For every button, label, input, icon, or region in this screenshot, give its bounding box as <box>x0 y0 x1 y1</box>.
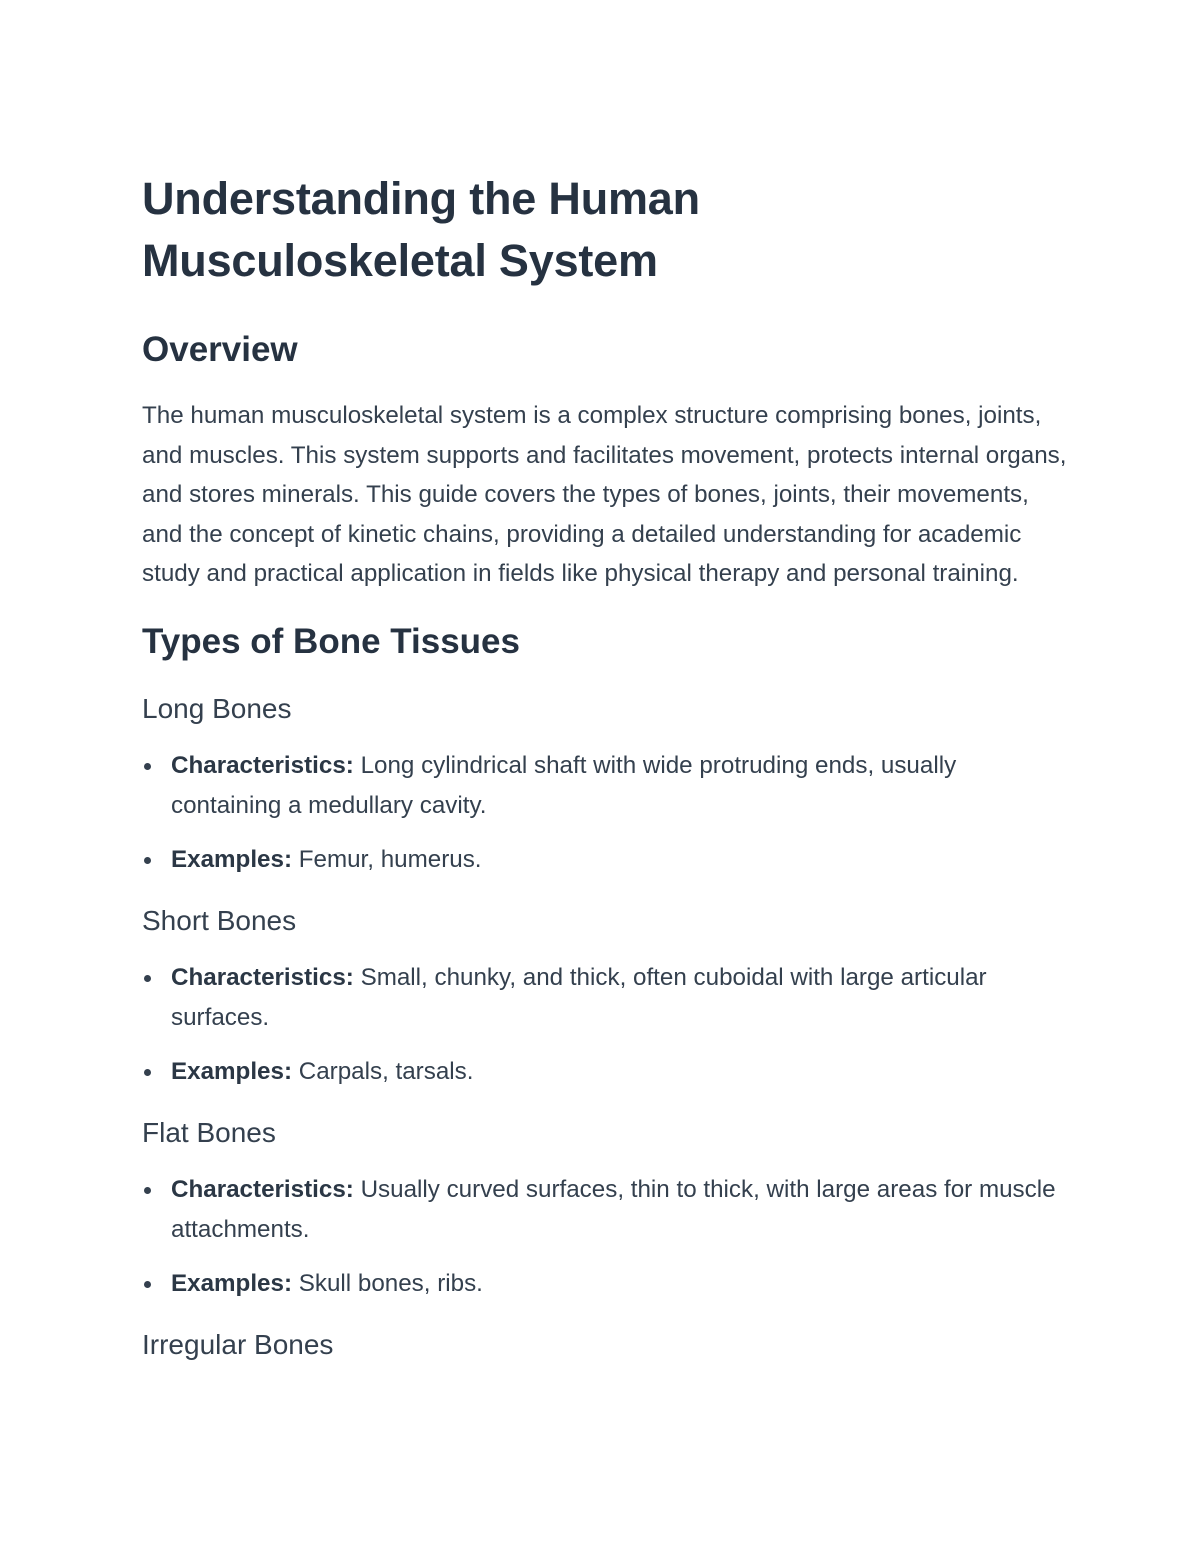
list-item <box>142 1052 1072 1092</box>
bullet-icon <box>144 763 151 770</box>
bullet-icon <box>144 975 151 982</box>
list-item <box>142 746 1072 826</box>
types-heading: Types of Bone Tissues <box>142 621 520 661</box>
item-text: Small, chunky, and thick, often cuboidal with large articular surfaces. <box>171 963 987 1031</box>
document-title <box>142 168 1072 292</box>
item-text: Femur, humerus. <box>292 845 482 873</box>
item-text: Usually curved surfaces, thin to thick, with large areas for muscle attachments. <box>171 1175 1056 1243</box>
bullet-icon <box>144 1187 151 1194</box>
item-text: Carpals, tarsals. <box>292 1057 474 1085</box>
item-label: Characteristics: <box>171 751 354 779</box>
bullet-icon <box>144 1281 151 1288</box>
overview-paragraph: The human musculoskeletal system is a complex structure comprising bones, joints, and muscles. This system supports and facilitates movement, protects internal organs, and stores minerals. This guide covers the types of bones, joints, their movements, and the concept of kinetic chains, providing a detailed understanding for academic study and practical application in fields like physical therapy and personal training. <box>142 402 1067 588</box>
item-label: Examples: <box>171 845 292 873</box>
bullet-icon <box>144 857 151 864</box>
section-heading-flat-bones: Flat Bones <box>142 1116 276 1148</box>
section-heading-long-bones: Long Bones <box>142 692 292 724</box>
list-item <box>142 840 1072 880</box>
list-item <box>142 958 1072 1038</box>
section-heading-irregular-bones: Irregular Bones <box>142 1328 334 1360</box>
section-heading-short-bones: Short Bones <box>142 904 297 936</box>
title-line-2: Musculoskeletal System <box>142 235 658 286</box>
document-page <box>142 168 1072 1364</box>
list-item <box>142 1170 1072 1250</box>
item-label: Examples: <box>171 1057 292 1085</box>
flat-bones-list <box>142 1170 1072 1304</box>
short-bones-list <box>142 958 1072 1092</box>
item-text: Skull bones, ribs. <box>292 1269 483 1297</box>
overview-heading: Overview <box>142 330 298 369</box>
item-text: Long cylindrical shaft with wide protruding ends, usually containing a medullary cavity. <box>171 751 957 819</box>
item-label: Characteristics: <box>171 963 354 991</box>
title-line-1: Understanding the Human <box>142 173 700 224</box>
item-label: Characteristics: <box>171 1175 354 1203</box>
item-label: Examples: <box>171 1269 292 1297</box>
long-bones-list <box>142 746 1072 880</box>
list-item <box>142 1264 1072 1304</box>
bullet-icon <box>144 1069 151 1076</box>
